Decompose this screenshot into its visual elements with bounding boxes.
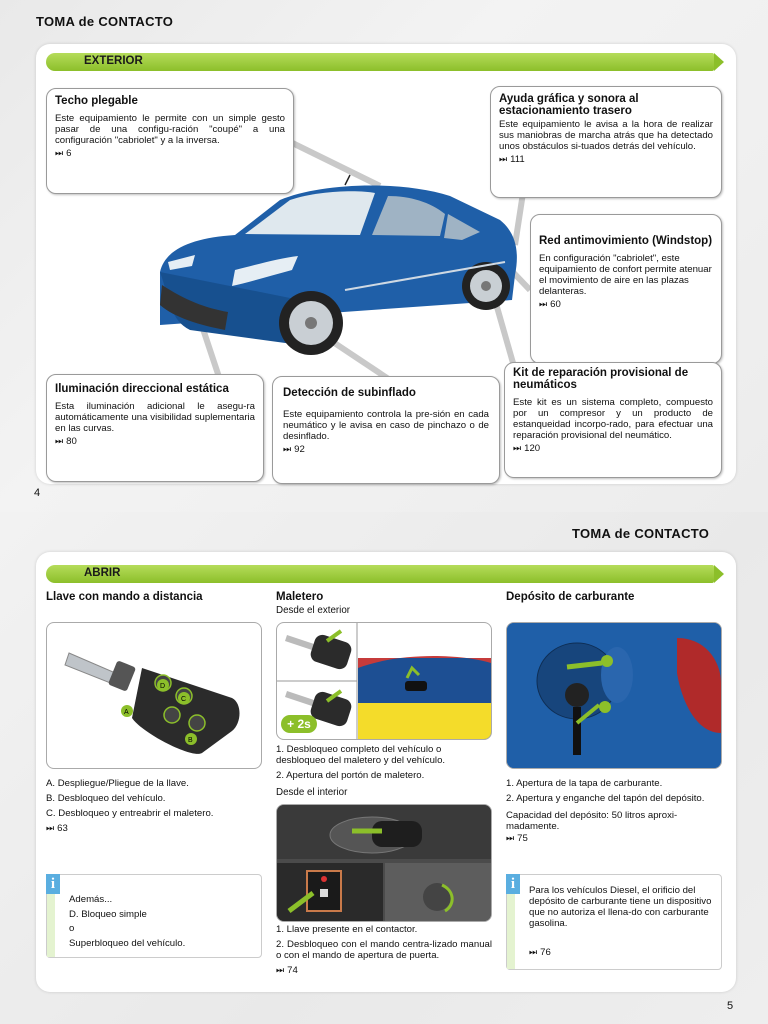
page-ref[interactable] [46, 823, 264, 834]
page-ref-number: 80 [66, 436, 77, 447]
page-ref[interactable] [55, 148, 285, 159]
page-number: 5 [727, 1000, 734, 1012]
maletero-list-interior [276, 924, 492, 980]
list-item: 1. Llave presente en el contactor. [276, 924, 418, 935]
deposito-list [506, 778, 724, 848]
list-item: 2. Apertura y enganche del tapón del depósito. [506, 793, 705, 804]
info-box-ademas [46, 874, 262, 958]
trunk-interior-image [276, 804, 492, 922]
page-ref[interactable] [529, 947, 551, 958]
list-item: 1. Desbloqueo completo del vehículo o desbloqueo del maletero y del vehículo. [276, 744, 446, 766]
plus-2s-badge: + 2s [281, 715, 317, 733]
callout-text: Este equipamiento controla la pre-sión en cada neumático y le avisa en caso de pinchazo o de desinflado. [283, 409, 489, 442]
info-line: Además... [69, 894, 113, 905]
key-label-d: D [160, 683, 166, 690]
list-item: A. Despliegue/Pliegue de la llave. [46, 778, 189, 789]
list-item: 2. Apertura del portón de maletero. [276, 770, 425, 781]
page-ref-number: 92 [294, 444, 305, 455]
page-ref-number: 60 [550, 299, 561, 310]
callout-text: Este kit es un sistema completo, compuesto por un compresor y un producto de estanqueidad incorpo-rado, para efectuar una reparación provisional del neumático. [513, 397, 713, 441]
maletero-subtitle-exterior: Desde el exterior [276, 605, 351, 616]
page-ref[interactable] [513, 443, 713, 454]
page-ref-icon: ⏭ [506, 833, 514, 843]
page-ref-number: 111 [510, 154, 525, 165]
page-ref-icon: ⏭ [499, 154, 507, 164]
callout-iluminacion [46, 374, 264, 482]
page-ref[interactable] [276, 965, 492, 976]
callout-text: Este equipamiento le avisa a la hora de realizar sus maniobras de marcha atrás que ha detectado unos obstáculos si-tuados detrás del vehículo. [499, 119, 713, 152]
key-image [46, 622, 262, 769]
callout-title: Kit de reparación provisional de neumáticos [513, 367, 689, 391]
callout-kit-reparacion [504, 362, 722, 478]
page-ref-icon: ⏭ [539, 299, 547, 309]
info-line: Superbloqueo del vehículo. [69, 937, 186, 949]
key-label-c: C [181, 696, 187, 703]
section-bar-label: ABRIR [84, 567, 121, 579]
llave-title: Llave con mando a distancia [46, 591, 203, 603]
page-number: 4 [34, 487, 41, 499]
page-ref-number: 63 [57, 823, 68, 834]
page-header: TOMA de CONTACTO [36, 14, 174, 29]
page-ref-icon: ⏭ [276, 965, 284, 975]
callout-title: Red antimovimiento (Windstop) [539, 235, 713, 247]
llave-list [46, 778, 264, 838]
page-ref[interactable] [539, 299, 713, 310]
page-ref-icon: ⏭ [529, 947, 537, 957]
callout-ayuda-estacionamiento [490, 86, 722, 198]
page-header: TOMA de CONTACTO [572, 526, 710, 541]
maletero-subtitle-interior: Desde el interior [276, 787, 348, 798]
list-item: 1. Apertura de la tapa de carburante. [506, 778, 663, 789]
page-ref-number: 120 [524, 443, 541, 454]
trunk-interior-illustration [277, 805, 491, 921]
page-ref-number: 6 [66, 148, 72, 159]
page-5 [0, 512, 768, 1024]
fuel-cap-image [506, 622, 722, 769]
page-ref-number: 75 [517, 833, 528, 844]
page-ref-icon: ⏭ [55, 148, 63, 158]
list-item: 2. Desbloqueo con el mando centra-lizado manual o con el mando de apertura de puerta. [276, 939, 492, 961]
info-box-diesel [506, 874, 722, 970]
key-label-b: B [188, 737, 193, 744]
info-icon: i [506, 874, 520, 894]
section-bar-label: EXTERIOR [84, 55, 143, 67]
key-label-a: A [124, 709, 129, 716]
callout-title: Ayuda gráfica y sonora al estacionamiento trasero [499, 93, 639, 117]
fuel-cap-illustration [507, 623, 721, 768]
page-ref-number: 74 [287, 965, 298, 976]
page-ref-icon: ⏭ [55, 436, 63, 446]
page-ref[interactable] [55, 436, 255, 447]
maletero-list-exterior [276, 744, 492, 785]
info-text: Para los vehículos Diesel, el orificio del depósito de carburante tiene un dispositivo que no autoriza el llena-do con carburante gasolina. [529, 885, 712, 929]
callout-deteccion-subinflado [272, 376, 500, 484]
capacity-text: Capacidad del depósito: 50 litros aproxi-madamente. [506, 810, 678, 832]
page-ref[interactable] [506, 833, 724, 844]
remote-key-illustration [47, 623, 261, 768]
callout-techo-plegable [46, 88, 294, 194]
section-bar-abrir [46, 565, 714, 583]
list-item: B. Desbloqueo del vehículo. [46, 793, 166, 804]
page-ref-icon: ⏭ [46, 823, 54, 833]
info-icon: i [46, 874, 60, 894]
callout-title: Detección de subinflado [283, 387, 416, 399]
callout-title: Techo plegable [55, 95, 138, 107]
list-item: C. Desbloqueo y entreabrir el maletero. [46, 808, 214, 819]
maletero-title: Maletero [276, 591, 324, 603]
trunk-exterior-image [276, 622, 492, 740]
callout-title: Iluminación direccional estática [55, 383, 229, 395]
deposito-title: Depósito de carburante [506, 591, 635, 603]
info-line: o [69, 923, 75, 934]
page-ref-icon: ⏭ [283, 444, 291, 454]
callout-text: Este equipamiento le permite con un simple gesto pasar de una configu-ración "coupé" a una configuración "cabriolet" y a la inversa. [55, 113, 285, 146]
info-line: D. Bloqueo simple [69, 908, 147, 920]
page-ref-icon: ⏭ [513, 443, 521, 453]
page-ref[interactable] [499, 154, 713, 165]
page-ref-number: 76 [540, 947, 551, 958]
callout-text: En configuración "cabriolet", este equipamiento de confort permite atenuar el movimiento de aire en las plazas delanteras. [539, 253, 712, 297]
page-ref[interactable] [283, 444, 489, 455]
callout-text: Esta iluminación adicional le asegu-ra automáticamente una visibilidad suplementaria en las curvas. [55, 401, 255, 434]
callout-red-antimovimiento [530, 214, 722, 364]
